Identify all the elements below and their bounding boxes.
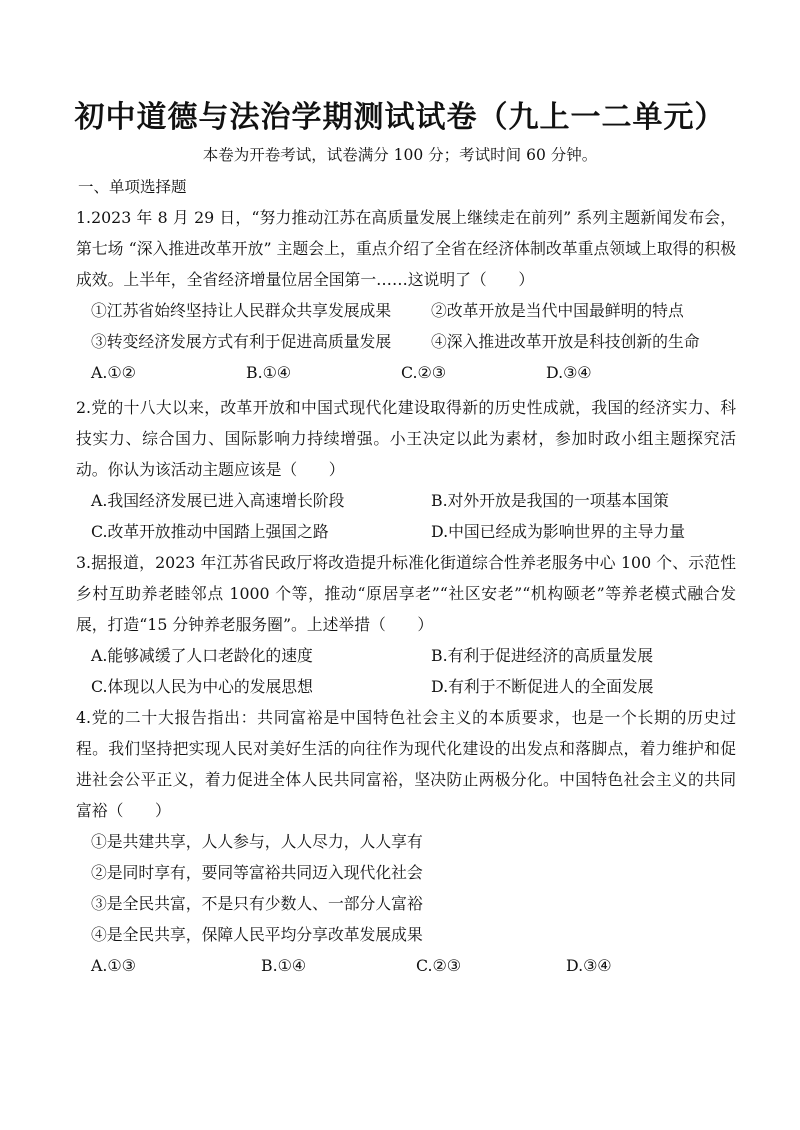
option-c[interactable]: C.体现以人民为中心的发展思想 (91, 677, 313, 696)
option-a[interactable]: A.我国经济发展已进入高速增长阶段 (91, 491, 345, 510)
answer-options-row (76, 485, 736, 516)
statement-row (76, 326, 736, 357)
option-d[interactable]: D.中国已经成为影响世界的主导力量 (431, 522, 686, 541)
option-d[interactable]: D.③④ (546, 363, 592, 382)
statement-3: ③转变经济发展方式有利于促进高质量发展 (91, 332, 392, 351)
option-b[interactable]: B.①④ (246, 363, 291, 382)
statement-4: ④深入推进改革开放是科技创新的生命 (431, 332, 700, 351)
option-b[interactable]: B.①④ (261, 956, 306, 975)
answer-options-row (76, 357, 736, 388)
page-title: 初中道德与法治学期测试试卷（九上一二单元） (74, 100, 726, 135)
answer-options-row (76, 640, 736, 671)
option-b[interactable]: B.有利于促进经济的高质量发展 (431, 646, 653, 665)
option-a[interactable]: A.①③ (91, 956, 136, 975)
question-stem: 4.党的二十大报告指出：共同富裕是中国特色社会主义的本质要求，也是一个长期的历史过程。我们坚持把实现人民对美好生活的向往作为现代化建设的出发点和落脚点，着力维护和促进社会公平正义，着力促进全体人民共同富裕，坚决防止两极分化。中国特色社会主义的共同富裕（ ） (76, 708, 736, 820)
answer-options-row (76, 671, 736, 702)
statement-3: ③是全民共富，不是只有少数人、一部分人富裕 (91, 894, 423, 913)
option-c[interactable]: C.②③ (416, 956, 461, 975)
question-stem: 2.党的十八大以来，改革开放和中国式现代化建设取得新的历史性成就，我国的经济实力、科技实力、综合国力、国际影响力持续增强。小王决定以此为素材，参加时政小组主题探究活动。你认为该活动主题应该是（ ） (76, 398, 736, 479)
statement-1: ①江苏省始终坚持让人民群众共享发展成果 (91, 301, 392, 320)
statement-2: ②改革开放是当代中国最鲜明的特点 (431, 301, 684, 320)
statement-4: ④是全民共享，保障人民平均分享改革发展成果 (91, 925, 423, 944)
option-a[interactable]: A.①② (91, 363, 136, 382)
statement-row (76, 295, 736, 326)
question-1 (76, 202, 736, 388)
question-stem: 3.据报道，2023 年江苏省民政厅将改造提升标准化街道综合性养老服务中心 100 个、示范性乡村互助养老睦邻点 1000 个等，推动“原居享老”“社区安老”“机构颐老”等养老模式融合发展，打造“15 分钟养老服务圈”。上述举措（ ） (76, 553, 736, 634)
question-stem: 1.2023 年 8 月 29 日，“努力推动江苏在高质量发展上继续走在前列” 系列主题新闻发布会，第七场 “深入推进改革开放” 主题会上，重点介绍了全省在经济体制改革重点领域上取得的积极成效。上半年，全省经济增量位居全国第一……这说明了（ ） (76, 208, 736, 289)
statement-2: ②是同时享有，要同等富裕共同迈入现代化社会 (91, 863, 423, 882)
option-c[interactable]: C.改革开放推动中国踏上强国之路 (91, 522, 329, 541)
question-3 (76, 547, 736, 702)
option-d[interactable]: D.③④ (566, 956, 612, 975)
exam-instructions: 本卷为开卷考试，试卷满分 100 分；考试时间 60 分钟。 (202, 146, 598, 164)
statement-1: ①是共建共享，人人参与，人人尽力，人人享有 (91, 832, 423, 851)
question-4 (76, 702, 736, 981)
answer-options-row (76, 516, 736, 547)
option-d[interactable]: D.有利于不断促进人的全面发展 (431, 677, 654, 696)
option-c[interactable]: C.②③ (401, 363, 446, 382)
question-2 (76, 392, 736, 547)
section-heading: 一、单项选择题 (78, 178, 187, 196)
option-a[interactable]: A.能够减缓了人口老龄化的速度 (91, 646, 313, 665)
answer-options-row (76, 950, 736, 981)
option-b[interactable]: B.对外开放是我国的一项基本国策 (431, 491, 669, 510)
